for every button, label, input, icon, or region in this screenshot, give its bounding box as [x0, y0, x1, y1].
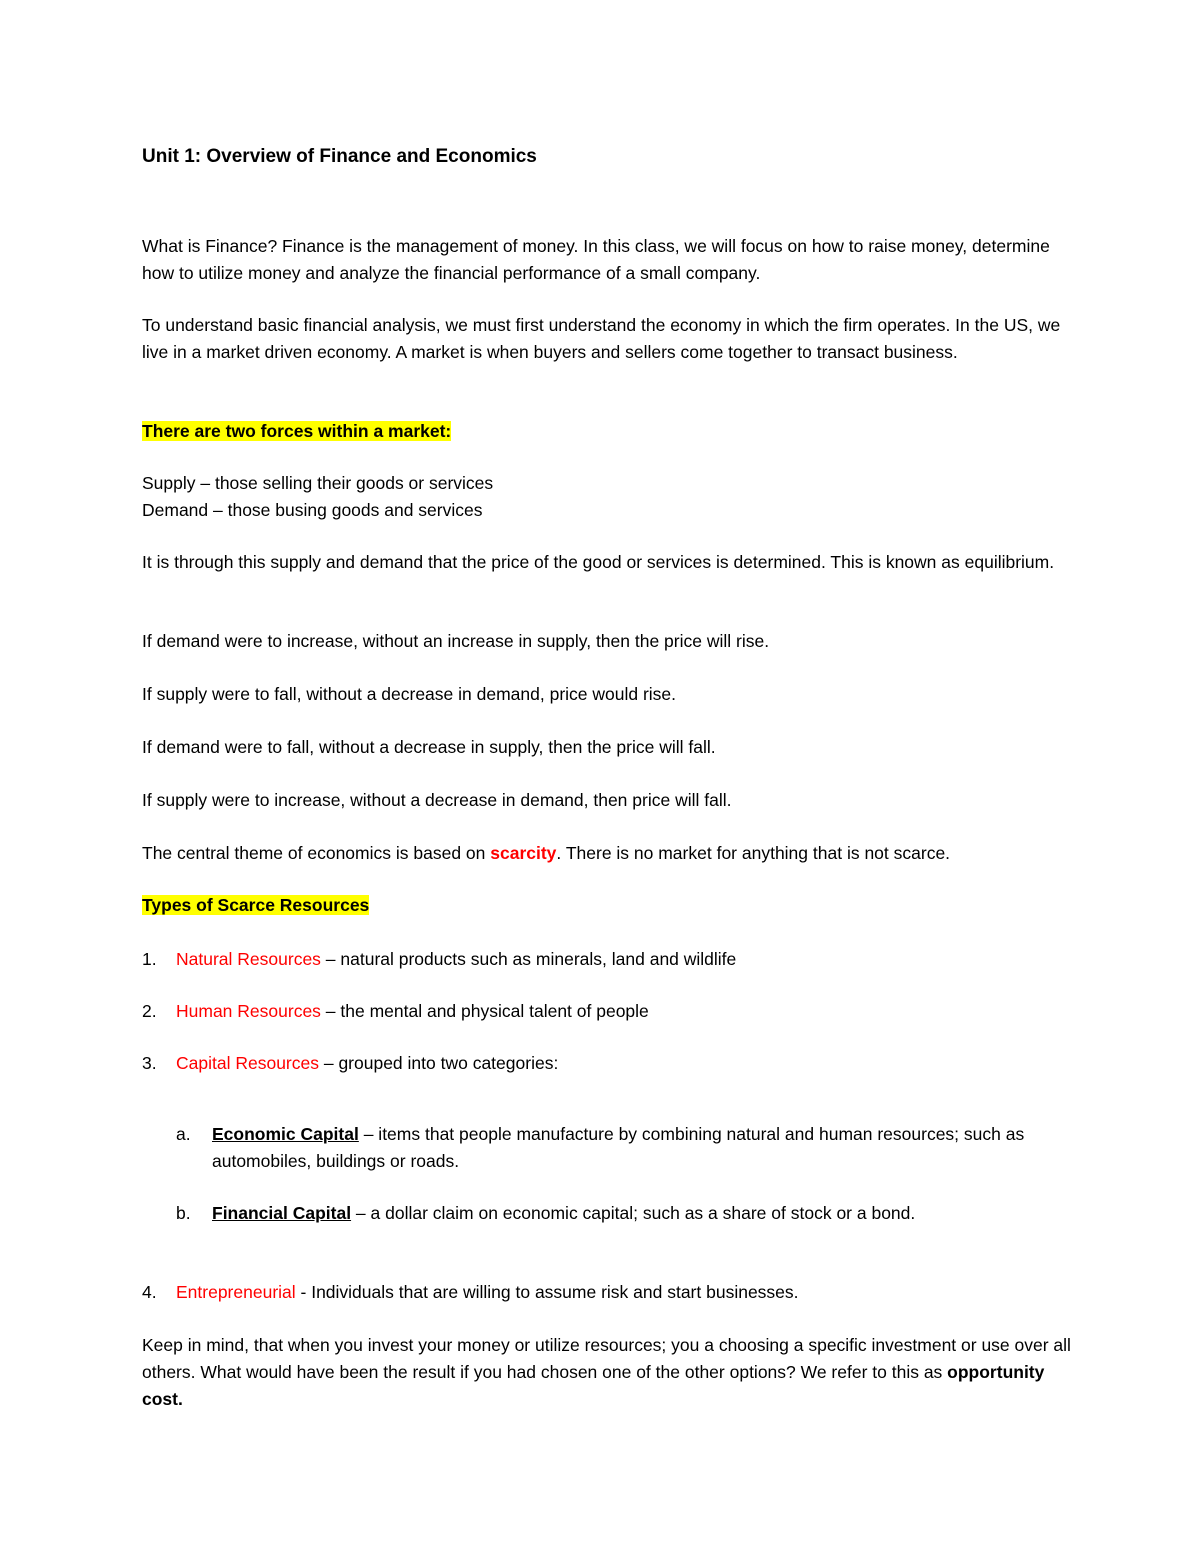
types-heading — [142, 892, 1072, 919]
sub-list-text — [212, 1200, 1072, 1227]
resource-name: Human Resources — [176, 1001, 321, 1021]
paragraph-scarcity — [142, 840, 1072, 867]
paragraph-demand-increase: If demand were to increase, without an increase in supply, then the price will rise. — [142, 631, 770, 651]
sub-list-letter: a. — [176, 1124, 191, 1144]
paragraph-supply-increase: If supply were to increase, without a decrease in demand, then price will fall. — [142, 790, 732, 810]
list-text — [176, 1279, 1076, 1306]
paragraph-opportunity-cost — [142, 1332, 1072, 1413]
capital-type-name: Financial Capital — [212, 1203, 352, 1223]
list-text — [176, 946, 1076, 973]
list-number: 3. — [142, 1053, 157, 1073]
forces-heading — [142, 418, 1072, 445]
resource-desc: – grouped into two categories: — [318, 1053, 559, 1073]
resource-name: Natural Resources — [176, 949, 321, 969]
paragraph-equilibrium: It is through this supply and demand that the price of the good or services is determined. This is known as equilibrium. — [142, 552, 1055, 572]
scarcity-keyword: scarcity — [490, 843, 557, 863]
paragraph-supply-fall: If supply were to fall, without a decrease in demand, price would rise. — [142, 684, 677, 704]
resource-name: Capital Resources — [176, 1053, 319, 1073]
types-heading-text: Types of Scarce Resources — [142, 895, 370, 915]
sub-list-text — [212, 1121, 1072, 1175]
list-text — [176, 1050, 1076, 1077]
list-number: 4. — [142, 1282, 157, 1302]
scarcity-after: . There is no market for anything that is not scarce. — [556, 843, 951, 863]
capital-type-desc: – a dollar claim on economic capital; such as a share of stock or a bond. — [351, 1203, 916, 1223]
capital-type-name: Economic Capital — [212, 1124, 359, 1144]
list-number: 2. — [142, 1001, 157, 1021]
capital-type-desc: – items that people manufacture by combining natural and human resources; such as automobiles, buildings or roads. — [212, 1124, 1025, 1171]
scarcity-before: The central theme of economics is based on — [142, 843, 491, 863]
opportunity-before: Keep in mind, that when you invest your money or utilize resources; you a choosing a specific investment or use over all others. What would have been the result if you had chosen one of the other options? We refer to this as — [142, 1335, 1071, 1382]
forces-heading-text: There are two forces within a market: — [142, 421, 452, 441]
list-number: 1. — [142, 949, 157, 969]
list-text — [176, 998, 1076, 1025]
paragraph-what-is-finance: What is Finance? Finance is the management of money. In this class, we will focus on how to raise money, determine how to utilize money and analyze the financial performance of a small company. — [142, 236, 1050, 283]
demand-line: Demand – those busing goods and services — [142, 500, 483, 520]
paragraph-demand-fall: If demand were to fall, without a decrease in supply, then the price will fall. — [142, 737, 716, 757]
supply-line: Supply – those selling their goods or services — [142, 473, 494, 493]
paragraph-market-economy: To understand basic financial analysis, we must first understand the economy in which the firm operates. In the US, we live in a market driven economy. A market is when buyers and sellers come together to transact business. — [142, 315, 1061, 362]
resource-name: Entrepreneurial — [176, 1282, 296, 1302]
resource-desc: – natural products such as minerals, land and wildlife — [320, 949, 737, 969]
sub-list-letter: b. — [176, 1203, 191, 1223]
resource-desc: – the mental and physical talent of people — [320, 1001, 649, 1021]
opportunity-keyword: opportunity cost. — [142, 1362, 1045, 1409]
resource-desc: - Individuals that are willing to assume risk and start businesses. — [295, 1282, 799, 1302]
document-title: Unit 1: Overview of Finance and Economics — [142, 146, 537, 167]
